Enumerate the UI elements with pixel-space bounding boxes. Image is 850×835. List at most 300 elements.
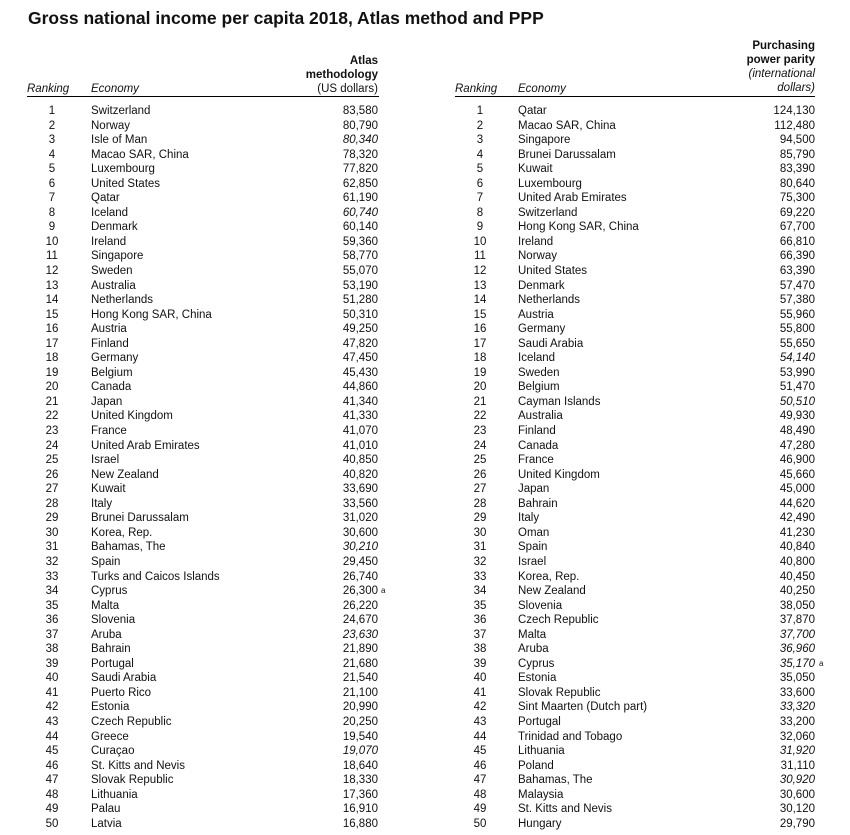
left-economy: Bahrain (91, 643, 131, 656)
right-ppp-value: 33,320 (779, 701, 815, 714)
right-ppp-value: 49,930 (779, 410, 815, 423)
right-ranking: 37 (473, 628, 487, 641)
right-ppp-value: 50,510 (779, 395, 815, 408)
right-economy: Portugal (518, 715, 561, 728)
right-ppp-value: 35,170 (779, 657, 815, 670)
right-economy: United Arab Emirates (518, 192, 627, 205)
left-ranking: 32 (45, 555, 59, 568)
right-ppp-value: 35,050 (779, 672, 815, 685)
left-atlas-value: 80,340 (342, 134, 378, 147)
left-atlas-value: 30,210 (342, 541, 378, 554)
table-row (0, 715, 850, 730)
left-economy: Austria (91, 323, 127, 336)
right-ranking: 39 (473, 657, 487, 670)
left-ranking: 26 (45, 468, 59, 481)
right-economy: Australia (518, 410, 563, 423)
right-economy: Czech Republic (518, 614, 599, 627)
right-ppp-value: 67,700 (779, 221, 815, 234)
left-ranking: 27 (45, 483, 59, 496)
left-economy: Italy (91, 497, 113, 510)
right-economy: Luxembourg (518, 177, 582, 190)
right-economy: Denmark (518, 279, 565, 292)
left-value-header-line2: methodology (305, 69, 378, 81)
right-economy: Macao SAR, China (518, 119, 616, 132)
right-ranking: 28 (473, 497, 487, 510)
left-economy: New Zealand (91, 468, 159, 481)
left-ranking: 16 (45, 323, 59, 336)
right-economy: St. Kitts and Nevis (518, 803, 612, 816)
right-ppp-value: 33,600 (779, 686, 815, 699)
right-ranking: 35 (473, 599, 487, 612)
left-atlas-value: 61,190 (342, 192, 378, 205)
right-ppp-value: 83,390 (779, 163, 815, 176)
left-economy: Netherlands (91, 294, 154, 307)
left-ranking: 9 (48, 221, 56, 234)
left-economy: Japan (91, 395, 123, 408)
right-ppp-value: 31,920 (779, 745, 815, 758)
left-atlas-value: 58,770 (342, 250, 378, 263)
right-ppp-value: 45,660 (779, 468, 815, 481)
right-ppp-value: 63,390 (779, 265, 815, 278)
left-economy: Kuwait (91, 483, 126, 496)
table-body (0, 104, 850, 831)
table-row (0, 322, 850, 337)
right-value-header-line3: (international (748, 68, 815, 80)
table-row (0, 380, 850, 395)
left-ranking: 34 (45, 585, 59, 598)
left-ranking: 21 (45, 395, 59, 408)
right-ranking-header: Ranking (455, 83, 498, 95)
right-economy: Qatar (518, 105, 547, 117)
left-ranking-header: Ranking (27, 83, 70, 95)
left-ranking: 42 (45, 701, 59, 714)
table-row (0, 555, 850, 570)
right-economy: Brunei Darussalam (518, 148, 616, 161)
left-economy: St. Kitts and Nevis (91, 759, 185, 772)
right-economy: Canada (518, 439, 559, 452)
left-ranking: 37 (45, 628, 59, 641)
table-row (0, 235, 850, 250)
table-row (0, 220, 850, 235)
right-economy: Italy (518, 512, 540, 525)
left-economy: Saudi Arabia (91, 672, 157, 685)
left-atlas-value: 26,740 (342, 570, 378, 583)
right-ranking: 48 (473, 788, 487, 801)
table-row (0, 337, 850, 352)
right-ppp-value: 55,800 (779, 323, 815, 336)
left-economy: Puerto Rico (91, 686, 152, 699)
left-atlas-value: 55,070 (342, 265, 378, 278)
right-economy: United Kingdom (518, 468, 600, 481)
right-ranking: 30 (473, 526, 487, 539)
table-row (0, 730, 850, 745)
right-ranking: 23 (473, 425, 487, 438)
left-atlas-value: 80,790 (342, 119, 378, 132)
left-atlas-value: 83,580 (342, 105, 378, 117)
left-atlas-value: 44,860 (342, 381, 378, 394)
right-ranking: 7 (476, 192, 484, 205)
table-row (0, 497, 850, 512)
right-economy: Poland (518, 759, 554, 772)
right-economy: Iceland (518, 352, 556, 365)
left-economy: Israel (91, 454, 120, 467)
right-economy: Cyprus (518, 657, 555, 670)
left-ranking: 50 (45, 817, 59, 830)
table-row (0, 177, 850, 192)
table-row (0, 817, 850, 832)
left-economy: Hong Kong SAR, China (91, 308, 212, 321)
right-ppp-value: 57,470 (779, 279, 815, 292)
left-economy: Spain (91, 555, 121, 568)
right-ppp-value: 55,650 (779, 337, 815, 350)
right-ranking: 1 (476, 105, 484, 117)
right-economy: Malta (518, 628, 547, 641)
left-ranking: 41 (45, 686, 59, 699)
right-ranking: 22 (473, 410, 487, 423)
left-atlas-value: 49,250 (342, 323, 378, 336)
left-atlas-value: 16,880 (342, 817, 378, 830)
left-economy: Luxembourg (91, 163, 155, 176)
left-atlas-value: 51,280 (342, 294, 378, 307)
left-footnote-marker: a (381, 586, 386, 596)
right-economy: Switzerland (518, 206, 578, 219)
left-economy: Norway (91, 119, 130, 132)
right-ranking: 15 (473, 308, 487, 321)
left-economy: Aruba (91, 628, 122, 641)
right-ranking: 2 (476, 119, 484, 132)
left-atlas-value: 21,100 (342, 686, 378, 699)
right-economy: France (518, 454, 554, 467)
left-ranking: 25 (45, 454, 59, 467)
left-ranking: 14 (45, 294, 59, 307)
right-economy: Singapore (518, 134, 571, 147)
left-ranking: 46 (45, 759, 59, 772)
right-economy: Israel (518, 555, 547, 568)
left-ranking: 38 (45, 643, 59, 656)
left-atlas-value: 33,560 (342, 497, 378, 510)
left-atlas-value: 41,070 (342, 425, 378, 438)
right-ranking: 18 (473, 352, 487, 365)
right-ppp-value: 54,140 (779, 352, 815, 365)
left-atlas-value: 40,850 (342, 454, 378, 467)
page-title: Gross national income per capita 2018, Atlas method and PPP (28, 8, 544, 28)
left-economy: Brunei Darussalam (91, 512, 189, 525)
table-row (0, 279, 850, 294)
left-atlas-value: 18,330 (342, 774, 378, 787)
table-row (0, 570, 850, 585)
table-row (0, 657, 850, 672)
right-ranking: 11 (474, 250, 486, 263)
left-atlas-value: 41,340 (342, 395, 378, 408)
right-economy: Saudi Arabia (518, 337, 584, 350)
table-row (0, 133, 850, 148)
right-ranking: 42 (473, 701, 487, 714)
right-ppp-value: 40,800 (779, 555, 815, 568)
right-ppp-value: 112,480 (774, 119, 815, 132)
right-economy: Slovenia (518, 599, 563, 612)
left-economy: Portugal (91, 657, 134, 670)
right-ppp-value: 40,250 (779, 585, 815, 598)
left-ranking: 10 (45, 235, 59, 248)
right-ppp-value: 66,810 (779, 235, 815, 248)
left-economy: Finland (91, 337, 129, 350)
left-economy: Belgium (91, 366, 133, 379)
right-ppp-value: 48,490 (779, 425, 815, 438)
right-economy: Trinidad and Tobago (518, 730, 623, 743)
table-row (0, 162, 850, 177)
right-ppp-value: 30,120 (779, 803, 815, 816)
left-economy: Singapore (91, 250, 144, 263)
right-ppp-value: 38,050 (779, 599, 815, 612)
right-ppp-value: 29,790 (779, 817, 815, 830)
left-ranking: 5 (48, 163, 56, 176)
left-ranking: 7 (48, 192, 56, 205)
left-economy: Palau (91, 803, 121, 816)
right-economy: Ireland (518, 235, 554, 248)
left-atlas-value: 47,820 (342, 337, 378, 350)
left-value-header-line1: Atlas (349, 55, 378, 67)
right-ppp-value: 42,490 (779, 512, 815, 525)
table-row (0, 395, 850, 410)
left-atlas-value: 23,630 (342, 628, 378, 641)
right-ppp-value: 44,620 (779, 497, 815, 510)
table-row (0, 148, 850, 163)
left-ranking: 49 (45, 803, 59, 816)
right-economy: Lithuania (518, 745, 565, 758)
right-economy: Netherlands (518, 294, 581, 307)
left-economy: Malta (91, 599, 120, 612)
left-economy: Slovak Republic (91, 774, 174, 787)
right-ranking: 9 (476, 221, 484, 234)
right-ppp-value: 55,960 (779, 308, 815, 321)
left-economy: Qatar (91, 192, 120, 205)
right-ppp-value: 41,230 (779, 526, 815, 539)
left-ranking: 11 (46, 250, 58, 263)
right-economy: Cayman Islands (518, 395, 601, 408)
right-ranking: 27 (473, 483, 487, 496)
right-economy: Belgium (518, 381, 560, 394)
right-economy: Japan (518, 483, 550, 496)
left-ranking: 33 (45, 570, 59, 583)
left-atlas-value: 24,670 (342, 614, 378, 627)
left-economy: Denmark (91, 221, 138, 234)
table-row (0, 584, 850, 599)
table-row (0, 802, 850, 817)
right-ranking: 6 (476, 177, 484, 190)
right-ranking: 29 (473, 512, 487, 525)
left-ranking: 1 (48, 105, 56, 117)
right-ranking: 46 (473, 759, 487, 772)
table-row (0, 526, 850, 541)
table-row (0, 759, 850, 774)
left-atlas-value: 33,690 (342, 483, 378, 496)
left-economy: Slovenia (91, 614, 136, 627)
right-footnote-marker: a (819, 658, 824, 668)
right-ranking: 25 (473, 454, 487, 467)
right-economy: Aruba (518, 643, 549, 656)
left-ranking: 23 (45, 425, 59, 438)
table-row (0, 468, 850, 483)
right-ranking: 40 (473, 672, 487, 685)
left-atlas-value: 60,740 (342, 206, 378, 219)
right-economy: Austria (518, 308, 554, 321)
left-atlas-value: 16,910 (342, 803, 378, 816)
right-economy: Malaysia (518, 788, 564, 801)
right-ranking: 47 (473, 774, 487, 787)
right-ppp-value: 37,700 (779, 628, 815, 641)
right-ranking: 8 (476, 206, 484, 219)
table-row (0, 351, 850, 366)
right-ppp-value: 69,220 (779, 206, 815, 219)
left-economy: Sweden (91, 265, 133, 278)
right-value-header-line1: Purchasing (752, 40, 815, 52)
table-row (0, 366, 850, 381)
table-row (0, 788, 850, 803)
left-ranking: 28 (45, 497, 59, 510)
left-atlas-value: 31,020 (342, 512, 378, 525)
right-ppp-value: 47,280 (779, 439, 815, 452)
left-ranking: 39 (45, 657, 59, 670)
right-ppp-value: 51,470 (779, 381, 815, 394)
left-economy: United States (91, 177, 161, 190)
right-ranking: 19 (473, 366, 487, 379)
right-ranking: 5 (476, 163, 484, 176)
right-ranking: 38 (473, 643, 487, 656)
left-economy: Bahamas, The (91, 541, 166, 554)
table-row (0, 293, 850, 308)
left-atlas-value: 20,990 (342, 701, 378, 714)
left-atlas-value: 29,450 (342, 555, 378, 568)
left-ranking: 31 (45, 541, 59, 554)
right-ranking: 31 (473, 541, 487, 554)
right-ppp-value: 30,920 (779, 774, 815, 787)
right-ppp-value: 33,200 (779, 715, 815, 728)
left-ranking: 6 (48, 177, 56, 190)
right-economy: New Zealand (518, 585, 586, 598)
table-row (0, 453, 850, 468)
right-ranking: 43 (473, 715, 487, 728)
left-economy: Curaçao (91, 745, 135, 758)
table-row (0, 700, 850, 715)
left-ranking: 29 (45, 512, 59, 525)
right-economy: Sweden (518, 366, 560, 379)
left-economy: United Kingdom (91, 410, 173, 423)
right-ppp-value: 31,110 (780, 759, 815, 772)
left-economy: Czech Republic (91, 715, 172, 728)
left-economy: Cyprus (91, 585, 128, 598)
right-value-header-line4: dollars) (777, 82, 815, 94)
right-ppp-value: 46,900 (779, 454, 815, 467)
table-row (0, 191, 850, 206)
left-ranking: 12 (45, 265, 59, 278)
table-row (0, 511, 850, 526)
right-economy: Spain (518, 541, 548, 554)
left-economy: Germany (91, 352, 139, 365)
left-ranking: 8 (48, 206, 56, 219)
left-ranking: 43 (45, 715, 59, 728)
right-economy: Slovak Republic (518, 686, 601, 699)
table-row (0, 104, 850, 119)
left-atlas-value: 50,310 (342, 308, 378, 321)
right-economy: Bahrain (518, 497, 558, 510)
left-atlas-value: 40,820 (342, 468, 378, 481)
left-atlas-value: 45,430 (342, 366, 378, 379)
left-economy: Macao SAR, China (91, 148, 189, 161)
left-atlas-value: 21,890 (342, 643, 378, 656)
right-economy: Sint Maarten (Dutch part) (518, 701, 648, 714)
left-atlas-value: 41,010 (342, 439, 378, 452)
left-ranking: 17 (45, 337, 59, 350)
table-row (0, 409, 850, 424)
table-row (0, 540, 850, 555)
left-ranking: 48 (45, 788, 59, 801)
left-header-rule (27, 96, 379, 97)
right-ppp-value: 36,960 (779, 643, 815, 656)
left-atlas-value: 77,820 (342, 163, 378, 176)
table-row (0, 439, 850, 454)
right-ranking: 50 (473, 817, 487, 830)
left-ranking: 13 (45, 279, 59, 292)
right-economy: Finland (518, 425, 556, 438)
right-ranking: 33 (473, 570, 487, 583)
table-row (0, 264, 850, 279)
right-economy: Kuwait (518, 163, 553, 176)
left-ranking: 40 (45, 672, 59, 685)
table-row (0, 424, 850, 439)
left-ranking: 22 (45, 410, 59, 423)
left-economy: Estonia (91, 701, 130, 714)
left-atlas-value: 47,450 (342, 352, 378, 365)
left-economy: Canada (91, 381, 132, 394)
left-ranking: 44 (45, 730, 59, 743)
table-row (0, 744, 850, 759)
right-ranking: 41 (473, 686, 487, 699)
left-economy: Australia (91, 279, 136, 292)
left-ranking: 47 (45, 774, 59, 787)
left-economy-header: Economy (91, 83, 139, 95)
right-ppp-value: 40,450 (779, 570, 815, 583)
right-ranking: 49 (473, 803, 487, 816)
right-economy-header: Economy (518, 83, 566, 95)
left-atlas-value: 21,540 (342, 672, 378, 685)
right-ranking: 34 (473, 585, 487, 598)
left-economy: Lithuania (91, 788, 138, 801)
right-economy: United States (518, 265, 588, 278)
left-ranking: 24 (45, 439, 59, 452)
left-atlas-value: 30,600 (342, 526, 378, 539)
right-value-header-line2: power parity (746, 54, 815, 66)
table-row (0, 686, 850, 701)
right-ranking: 45 (473, 745, 487, 758)
left-atlas-value: 60,140 (342, 221, 378, 234)
left-economy: United Arab Emirates (91, 439, 200, 452)
left-economy: Ireland (91, 235, 127, 248)
left-ranking: 35 (45, 599, 59, 612)
table-row (0, 249, 850, 264)
left-atlas-value: 41,330 (342, 410, 378, 423)
right-ranking: 24 (473, 439, 487, 452)
left-ranking: 30 (45, 526, 59, 539)
right-ranking: 16 (473, 323, 487, 336)
table-row (0, 642, 850, 657)
right-ranking: 4 (476, 148, 484, 161)
right-economy: Oman (518, 526, 550, 539)
table-row (0, 482, 850, 497)
left-ranking: 18 (45, 352, 59, 365)
left-atlas-value: 78,320 (342, 148, 378, 161)
right-ppp-value: 32,060 (779, 730, 815, 743)
right-ppp-value: 37,870 (779, 614, 815, 627)
